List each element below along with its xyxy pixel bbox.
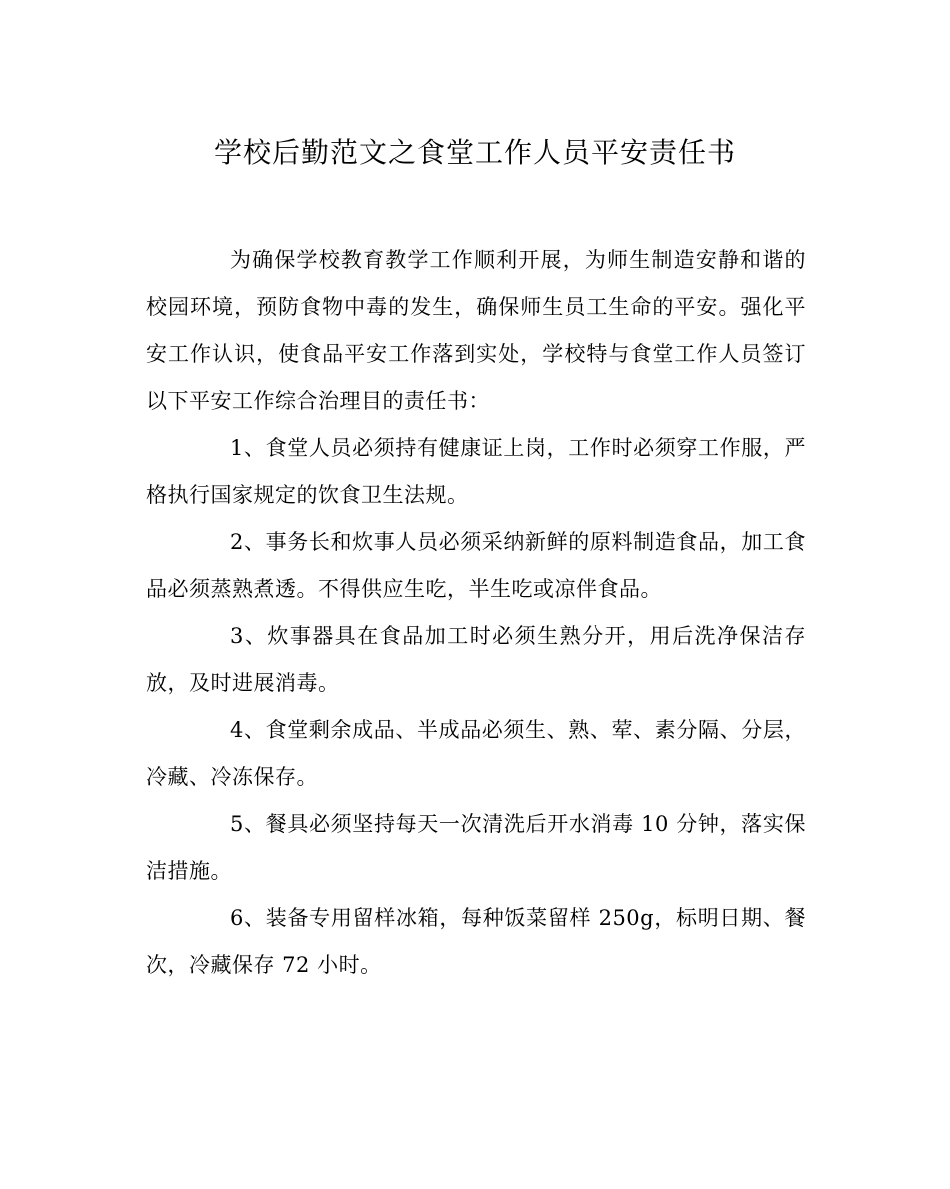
rule-item-6: 6、装备专用留样冰箱，每种饭菜留样 250g，标明日期、餐次，冷藏保存 72 小时。 — [146, 906, 806, 977]
intro-paragraph: 为确保学校教育教学工作顺利开展，为师生制造安静和谐的校园环境，预防食物中毒的发生，确保师生员工生命的平安。强化平安工作认识，使食品平安工作落到实处，学校特与食堂工作人员签订以下平安工作综合治理目的责任书： — [146, 248, 806, 413]
rule-item-3: 3、炊事器具在食品加工时必须生熟分开，用后洗净保洁存放，及时进展消毒。 — [146, 624, 806, 695]
rule-item-5: 5、餐具必须坚持每天一次清洗后开水消毒 10 分钟，落实保洁措施。 — [146, 812, 806, 883]
rule-item-1: 1、食堂人员必须持有健康证上岗，工作时必须穿工作服，严格执行国家规定的饮食卫生法规。 — [146, 436, 806, 507]
rule-item-4: 4、食堂剩余成品、半成品必须生、熟、荤、素分隔、分层，冷藏、冷冻保存。 — [146, 718, 806, 789]
rule-item-2: 2、事务长和炊事人员必须采纳新鲜的原料制造食品，加工食品必须蒸熟煮透。不得供应生吃，半生吃或凉伴食品。 — [146, 530, 806, 601]
document-title: 学校后勤范文之食堂工作人员平安责任书 — [213, 136, 736, 169]
